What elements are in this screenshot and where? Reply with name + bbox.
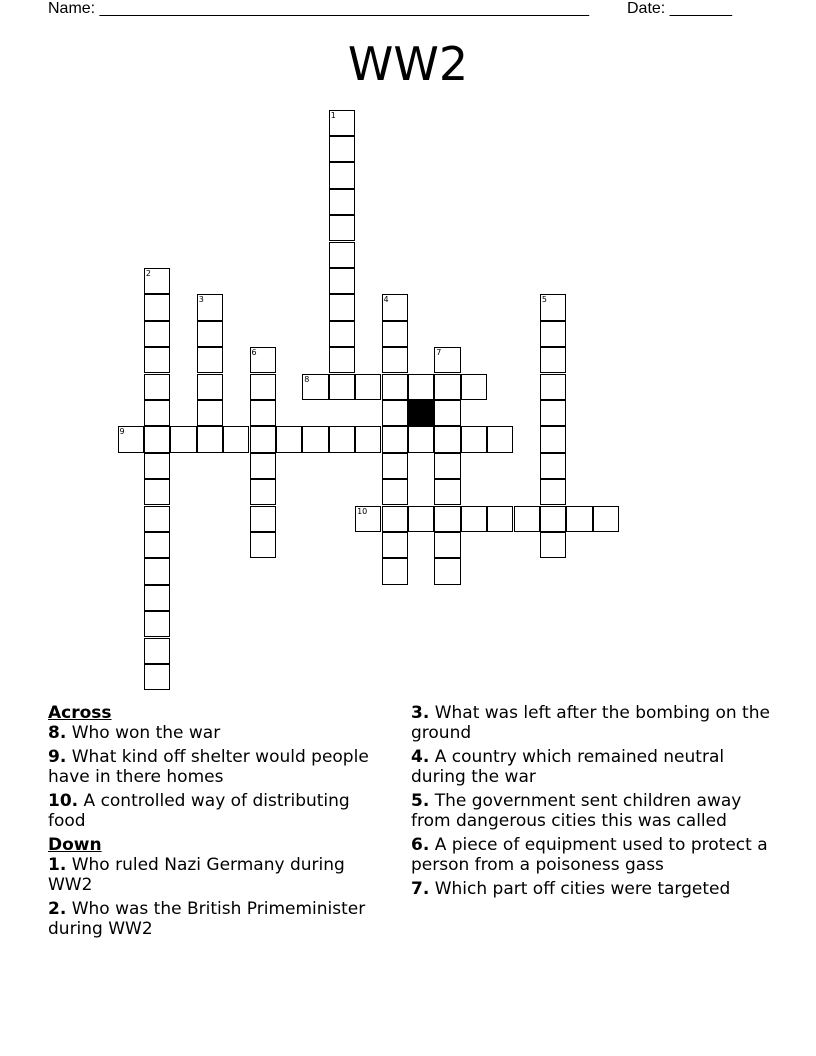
cell-number: 6 (251, 348, 257, 358)
grid-cell[interactable] (566, 506, 592, 532)
grid-cell[interactable] (250, 532, 276, 558)
grid-cell[interactable] (144, 294, 170, 320)
cell-number: 7 (436, 348, 442, 358)
clue-number: 9. (48, 747, 67, 767)
grid-cell[interactable] (144, 558, 170, 584)
grid-cell[interactable] (197, 426, 223, 452)
clue-number: 10. (48, 791, 79, 811)
grid-cell[interactable] (382, 321, 408, 347)
grid-cell[interactable] (250, 400, 276, 426)
grid-cell[interactable] (250, 453, 276, 479)
grid-cell[interactable] (250, 374, 276, 400)
grid-cell[interactable] (382, 479, 408, 505)
grid-cell[interactable] (144, 638, 170, 664)
grid-cell[interactable] (197, 294, 223, 320)
grid-cell[interactable] (144, 453, 170, 479)
cell-number: 2 (145, 268, 151, 278)
grid-cell[interactable] (593, 506, 619, 532)
grid-cell[interactable] (329, 162, 355, 188)
grid-cell[interactable] (540, 374, 566, 400)
grid-cell[interactable] (144, 532, 170, 558)
grid-cell[interactable] (461, 506, 487, 532)
clue-text: Which part off cities were targeted (434, 879, 731, 899)
grid-cell[interactable] (540, 479, 566, 505)
grid-cell[interactable] (382, 294, 408, 320)
grid-cell[interactable] (144, 426, 170, 452)
clues-left-column (48, 703, 388, 943)
clue-down-3 (411, 703, 771, 743)
grid-cell[interactable] (329, 110, 355, 136)
clue-number: 4. (411, 747, 430, 767)
grid-cell[interactable] (434, 453, 460, 479)
black-cell (408, 400, 434, 426)
grid-cell[interactable] (408, 506, 434, 532)
down-heading: Down (48, 835, 102, 855)
grid-cell[interactable] (329, 189, 355, 215)
clue-number: 8. (48, 723, 67, 743)
grid-cell[interactable] (382, 453, 408, 479)
grid-cell[interactable] (487, 506, 513, 532)
grid-cell[interactable] (329, 136, 355, 162)
grid-cell[interactable] (382, 374, 408, 400)
grid-cell[interactable] (434, 426, 460, 452)
clue-down-7 (411, 879, 771, 899)
grid-cell[interactable] (434, 506, 460, 532)
grid-cell[interactable] (329, 347, 355, 373)
clue-text: What kind off shelter would people have in there homes (48, 747, 369, 787)
grid-cell[interactable] (276, 426, 302, 452)
grid-cell[interactable] (434, 532, 460, 558)
grid-cell[interactable] (461, 426, 487, 452)
grid-cell[interactable] (540, 294, 566, 320)
grid-cell[interactable] (434, 374, 460, 400)
grid-cell[interactable] (170, 426, 196, 452)
clue-text: What was left after the bombing on the ground (411, 703, 770, 743)
page-title: WW2 (347, 37, 469, 91)
grid-cell[interactable] (144, 268, 170, 294)
date-label: Date: (627, 0, 666, 17)
grid-cell[interactable] (329, 268, 355, 294)
grid-cell[interactable] (144, 374, 170, 400)
grid-cell[interactable] (329, 321, 355, 347)
grid-cell[interactable] (382, 347, 408, 373)
clue-down-4 (411, 747, 771, 787)
grid-cell[interactable] (250, 426, 276, 452)
grid-cell[interactable] (355, 506, 381, 532)
grid-cell[interactable] (144, 611, 170, 637)
grid-cell[interactable] (250, 347, 276, 373)
grid-cell[interactable] (540, 400, 566, 426)
grid-cell[interactable] (144, 506, 170, 532)
grid-cell[interactable] (540, 532, 566, 558)
clue-number: 1. (48, 855, 67, 875)
clue-down-1 (48, 855, 388, 895)
grid-cell[interactable] (382, 532, 408, 558)
grid-cell[interactable] (197, 321, 223, 347)
clue-text: A country which remained neutral during the war (411, 747, 725, 787)
clue-number: 5. (411, 791, 430, 811)
clue-text: A piece of equipment used to protect a person from a poisoness gass (411, 835, 768, 875)
grid-cell[interactable] (144, 321, 170, 347)
clue-down-5 (411, 791, 771, 831)
grid-cell[interactable] (514, 506, 540, 532)
grid-cell[interactable] (329, 374, 355, 400)
grid-cell[interactable] (382, 506, 408, 532)
cell-number: 5 (541, 295, 547, 305)
grid-cell[interactable] (250, 479, 276, 505)
grid-cell[interactable] (461, 374, 487, 400)
grid-cell[interactable] (250, 506, 276, 532)
grid-cell[interactable] (329, 215, 355, 241)
clue-across-9 (48, 747, 388, 787)
grid-cell[interactable] (197, 347, 223, 373)
grid-cell[interactable] (540, 347, 566, 373)
grid-cell[interactable] (382, 426, 408, 452)
grid-cell[interactable] (144, 400, 170, 426)
grid-cell[interactable] (223, 426, 249, 452)
clue-across-10 (48, 791, 388, 831)
clue-down-6 (411, 835, 771, 875)
grid-cell[interactable] (540, 321, 566, 347)
grid-cell[interactable] (329, 294, 355, 320)
grid-cell[interactable] (329, 242, 355, 268)
across-heading: Across (48, 703, 112, 723)
grid-cell[interactable] (382, 400, 408, 426)
grid-cell[interactable] (144, 585, 170, 611)
grid-cell[interactable] (434, 479, 460, 505)
grid-cell[interactable] (540, 453, 566, 479)
grid-cell[interactable] (434, 400, 460, 426)
clue-text: Who ruled Nazi Germany during WW2 (48, 855, 345, 895)
grid-cell[interactable] (302, 426, 328, 452)
cell-number: 1 (330, 110, 336, 120)
cell-number: 8 (304, 374, 310, 384)
grid-cell[interactable] (197, 374, 223, 400)
grid-cell[interactable] (408, 426, 434, 452)
name-line: _______________________________________________________ (99, 0, 589, 17)
cell-number: 4 (383, 295, 389, 305)
clue-number: 7. (411, 879, 430, 899)
grid-cell[interactable] (540, 506, 566, 532)
grid-cell[interactable] (355, 374, 381, 400)
grid-cell[interactable] (144, 347, 170, 373)
cell-number: 10 (357, 506, 368, 516)
grid-cell[interactable] (302, 374, 328, 400)
grid-cell[interactable] (144, 664, 170, 690)
grid-cell[interactable] (382, 558, 408, 584)
cell-number: 3 (198, 295, 204, 305)
clues-right-column (411, 703, 771, 903)
grid-cell[interactable] (408, 374, 434, 400)
clue-down-2 (48, 899, 388, 939)
clue-number: 3. (411, 703, 430, 723)
clue-across-8 (48, 723, 388, 743)
clue-text: The government sent children away from dangerous cities this was called (411, 791, 742, 831)
grid-cell[interactable] (434, 558, 460, 584)
grid-cell[interactable] (487, 426, 513, 452)
name-label: Name: (48, 0, 96, 17)
clue-text: Who was the British Primeminister during WW2 (48, 899, 366, 939)
grid-cell[interactable] (197, 400, 223, 426)
grid-cell[interactable] (329, 426, 355, 452)
date-line: _______ (669, 0, 732, 17)
clue-number: 6. (411, 835, 430, 855)
clue-text: Who won the war (71, 723, 221, 743)
grid-cell[interactable] (434, 347, 460, 373)
clue-text: A controlled way of distributing food (48, 791, 350, 831)
grid-cell[interactable] (540, 426, 566, 452)
grid-cell[interactable] (355, 426, 381, 452)
cell-number: 9 (119, 427, 125, 437)
clue-number: 2. (48, 899, 67, 919)
grid-cell[interactable] (144, 479, 170, 505)
grid-cell[interactable] (118, 426, 144, 452)
